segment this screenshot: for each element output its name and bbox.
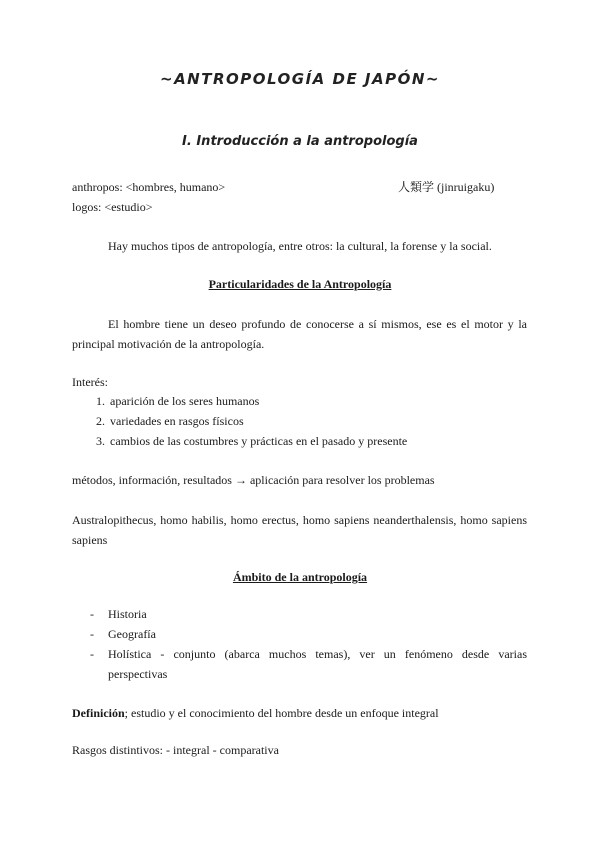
ambito-item xyxy=(72,604,527,624)
rasgos-line: Rasgos distintivos: - integral - comparativa xyxy=(72,743,279,757)
bullet-dash: - xyxy=(90,647,94,661)
definicion-line xyxy=(72,705,439,721)
section-title: I. Introducción a la antropología xyxy=(182,134,418,149)
bullet-dash: - xyxy=(90,627,94,641)
etymology-japanese-term: 人類学 (jinruigaku) xyxy=(398,180,495,194)
ambito-item xyxy=(72,644,527,684)
ambito-heading: Ámbito de la antropología xyxy=(232,570,368,584)
etymology-anthropos: anthropos: <hombres, humano> xyxy=(72,180,226,194)
interes-item: 3. cambios de las costumbres y prácticas en el pasado y presente xyxy=(108,431,407,451)
ambito-list xyxy=(72,604,527,684)
ambito-item-text: Holística - conjunto (abarca muchos temas), ver un fenómeno desde varias perspectivas xyxy=(108,647,527,681)
particularidades-heading: Particularidades de la Antropología xyxy=(208,277,392,291)
ambito-item-text: Historia xyxy=(108,607,147,621)
particularidades-paragraph: El hombre tiene un deseo profundo de conocerse a sí mismos, ese es el motor y la principal motivación de la antropología. xyxy=(72,317,527,351)
definicion-text: ; estudio y el conocimiento del hombre desde un enfoque integral xyxy=(124,706,439,720)
interes-label: Interés: xyxy=(72,375,108,389)
interes-item: 1. aparición de los seres humanos xyxy=(108,391,407,411)
etymology-logos: logos: <estudio> xyxy=(72,200,153,214)
ambito-item xyxy=(72,624,527,644)
intro-paragraph: Hay muchos tipos de antropología, entre otros: la cultural, la forense y la social. xyxy=(108,239,492,253)
document-title: ~ANTROPOLOGÍA DE JAPÓN~ xyxy=(160,70,440,88)
interes-list xyxy=(72,391,407,451)
definicion-label: Definición xyxy=(72,706,125,720)
interes-item: 2. variedades en rasgos físicos xyxy=(108,411,407,431)
bullet-dash: - xyxy=(90,607,94,621)
species-line: Australopithecus, homo habilis, homo erectus, homo sapiens neanderthalensis, homo sapiens sapiens xyxy=(72,513,527,547)
methods-line: métodos, información, resultados → aplicación para resolver los problemas xyxy=(72,473,435,487)
ambito-item-text: Geografía xyxy=(108,627,156,641)
